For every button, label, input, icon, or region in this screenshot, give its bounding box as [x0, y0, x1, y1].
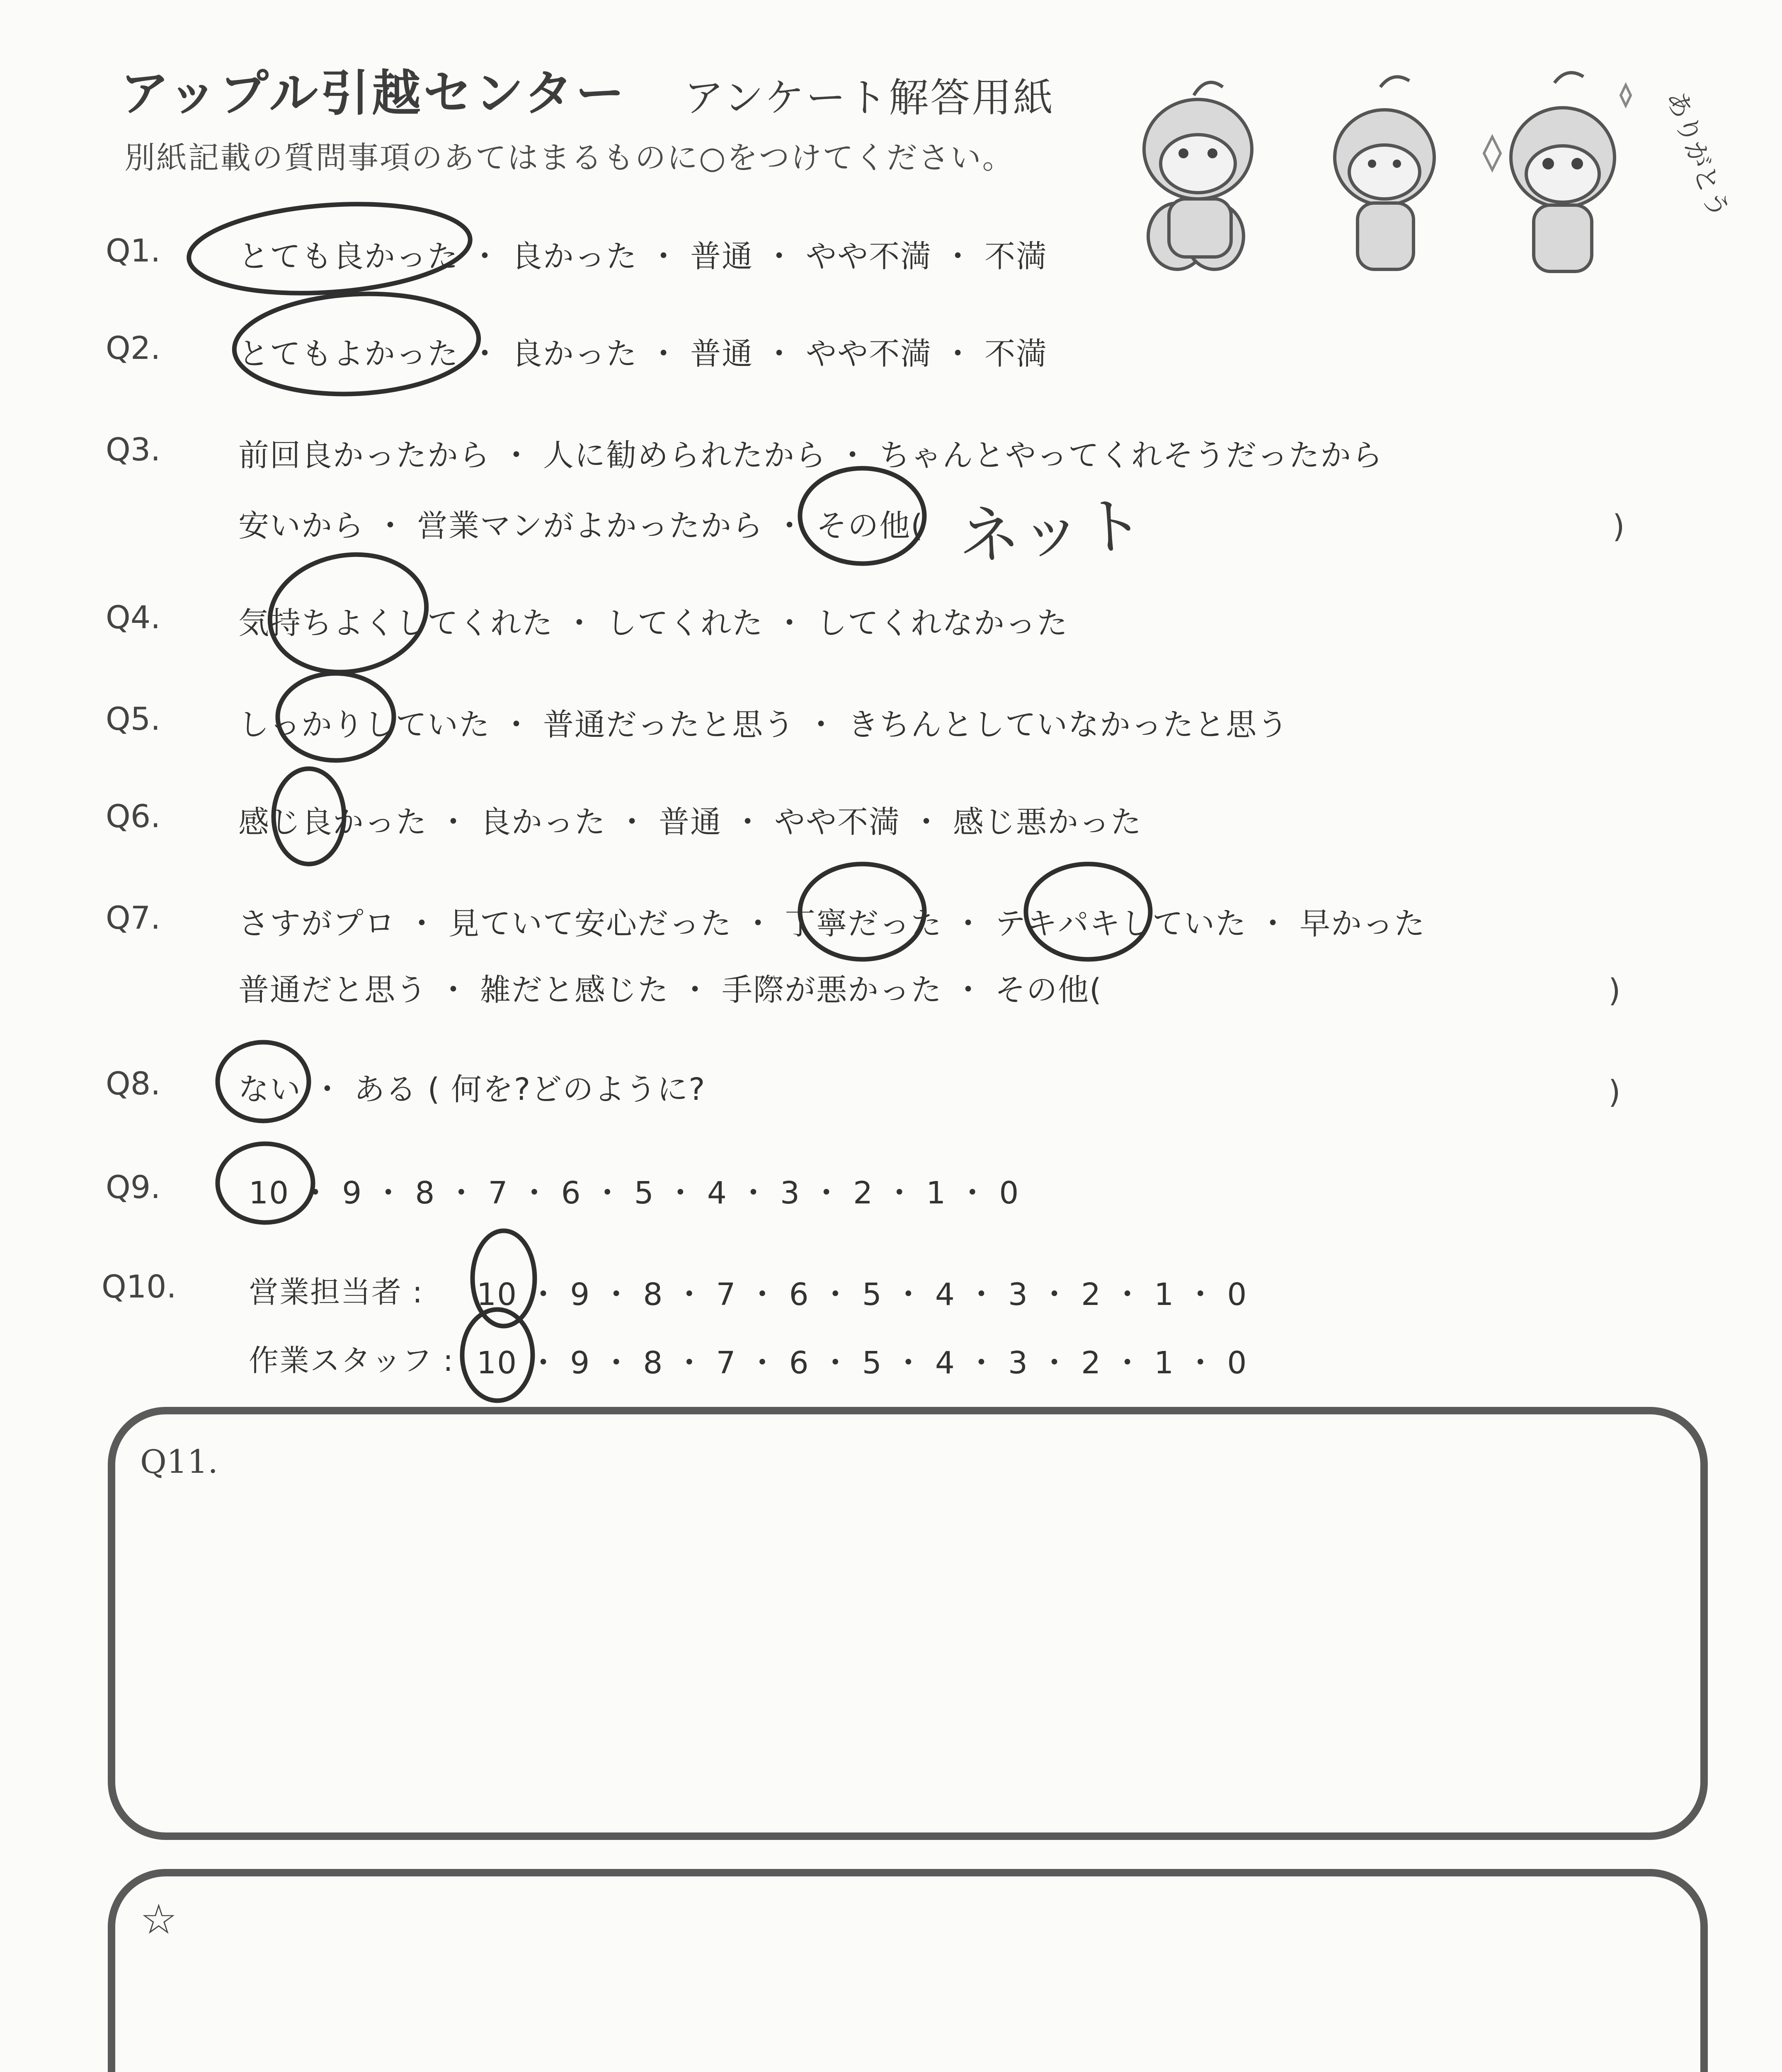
- q6-label: Q6.: [106, 798, 161, 835]
- q6-circle-mark: [274, 769, 344, 864]
- q8-circle-mark: [218, 1042, 309, 1121]
- q10-staff-label: 作業スタッフ :: [249, 1343, 454, 1378]
- q9-label: Q9.: [106, 1169, 161, 1205]
- q2-label: Q2.: [106, 329, 161, 366]
- q10-staff-scale: 10 ・ 9 ・ 8 ・ 7 ・ 6 ・ 5 ・ 4 ・ 3 ・ 2 ・ 1 ・ 0: [477, 1345, 1248, 1381]
- star-comment-box[interactable]: [108, 1869, 1708, 2072]
- q7-options-line1: さすがプロ ・ 見ていて安心だった ・ 丁寧だった ・ テキパキしていた ・ 早かった: [238, 906, 1426, 942]
- q10-sales-scale: 10 ・ 9 ・ 8 ・ 7 ・ 6 ・ 5 ・ 4 ・ 3 ・ 2 ・ 1 ・ 0: [477, 1277, 1248, 1312]
- q1-label: Q1.: [106, 232, 161, 269]
- star-icon: ☆: [140, 1895, 177, 1944]
- form-title: アップル引越センター: [120, 65, 627, 122]
- q3-options-line1: 前回良かったから ・ 人に勧められたから ・ ちゃんとやってくれそうだったから: [238, 438, 1384, 473]
- q5-circle-mark: [278, 673, 394, 760]
- q11-comment-box[interactable]: [108, 1407, 1708, 1840]
- q7-circle-mark-2: [1026, 864, 1150, 959]
- q4-options: 気持ちよくしてくれた ・ してくれた ・ してくれなかった: [238, 605, 1069, 641]
- q9-circle-mark: [218, 1144, 313, 1222]
- form-subtitle: アンケート解答用紙: [684, 75, 1055, 121]
- q3-other-handwritten: ネット: [955, 489, 1147, 574]
- q7-close-paren: ): [1608, 972, 1621, 1009]
- q8-options: ない ・ ある ( 何を?どのように?: [238, 1072, 706, 1107]
- mascot-caption: ありがとう: [1660, 87, 1734, 223]
- q1-options: とても良かった ・ 良かった ・ 普通 ・ やや不満 ・ 不満: [238, 239, 1048, 274]
- q4-circle-mark: [261, 542, 436, 684]
- q10-label: Q10.: [102, 1268, 177, 1305]
- q1-circle-mark: [186, 196, 473, 302]
- q7-circle-mark-1: [800, 864, 924, 959]
- q5-label: Q5.: [106, 700, 161, 737]
- q10-sales-label: 営業担当者 :: [249, 1275, 424, 1310]
- q7-label: Q7.: [106, 899, 161, 936]
- q6-options: 感じ良かった ・ 良かった ・ 普通 ・ やや不満 ・ 感じ悪かった: [238, 804, 1142, 840]
- q2-options: とてもよかった ・ 良かった ・ 普通 ・ やや不満 ・ 不満: [238, 336, 1048, 372]
- q3-close-paren: ): [1612, 508, 1625, 545]
- q4-label: Q4.: [106, 599, 161, 636]
- q9-scale: 10 ・ 9 ・ 8 ・ 7 ・ 6 ・ 5 ・ 4 ・ 3 ・ 2 ・ 1 ・ 0: [249, 1175, 1020, 1211]
- q3-circle-mark: [800, 468, 924, 564]
- q8-close-paren: ): [1608, 1073, 1621, 1110]
- q8-label: Q8.: [106, 1065, 161, 1102]
- q2-circle-mark: [232, 288, 481, 400]
- q3-label: Q3.: [106, 431, 161, 468]
- form-instruction: 別紙記載の質問事項のあてはまるものに○をつけてください。: [124, 140, 1014, 176]
- q11-box-label: Q11.: [140, 1443, 218, 1481]
- q7-options-line2: 普通だと思う ・ 雑だと感じた ・ 手際が悪かった ・ その他(: [238, 972, 1103, 1008]
- q5-options: しっかりしていた ・ 普通だったと思う ・ きちんとしていなかったと思う: [238, 707, 1289, 743]
- q3-options-line2: 安いから ・ 営業マンがよかったから ・ その他(: [238, 508, 924, 544]
